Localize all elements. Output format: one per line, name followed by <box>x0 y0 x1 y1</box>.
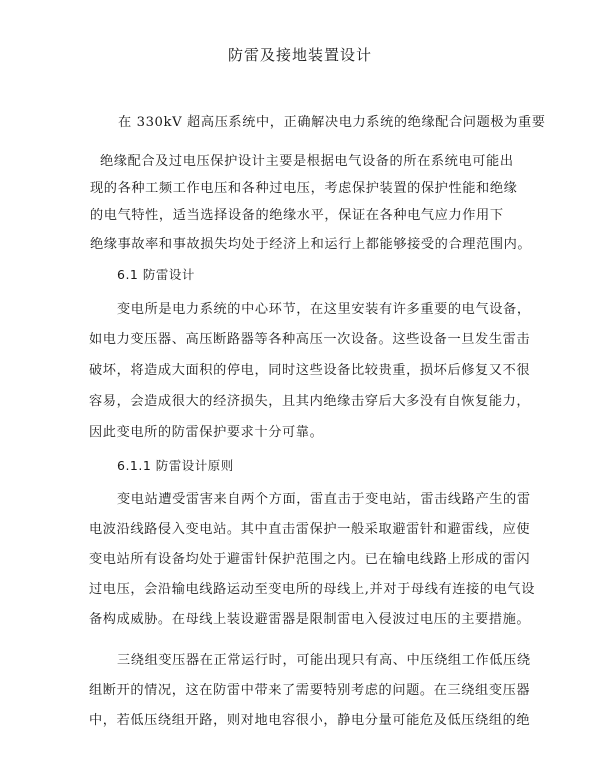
section-6-1-1-p1-line-1: 变电站遭受雷害来自两个方面，雷直击于变电站，雷击线路产生的雷 <box>117 492 531 507</box>
section-heading-6-1: 6.1 防雷设计 <box>117 267 195 282</box>
section-6-1-line-3: 破坏，将造成大面积的停电，同时这些设备比较贵重，损坏后修复又不很 <box>89 363 531 378</box>
intro-line-1: 在 330kV 超高压系统中，正确解决电力系统的绝缘配合问题极为重要 <box>118 115 546 130</box>
section-6-1-1-p1-line-3: 变电站所有设备均处于避雷针保护范围之内。已在输电线路上形成的雷闪 <box>89 552 531 567</box>
section-heading-6-1-1: 6.1.1 防雷设计原则 <box>117 458 234 473</box>
section-6-1-1-p2-line-3: 中，若低压绕组开路，则对地电容很小，静电分量可能危及低压绕组的绝 <box>89 713 531 728</box>
intro-line-2: 绝缘配合及过电压保护设计主要是根据电气设备的所在系统电可能出 <box>100 154 514 169</box>
section-6-1-1-p1-line-4: 过电压，会沿输电线路运动至变电所的母线上,并对于母线有连接的电气设 <box>89 582 535 597</box>
section-6-1-line-4: 容易，会造成很大的经济损失，且其内绝缘击穿后大多没有自恢复能力， <box>89 394 531 409</box>
intro-line-5: 绝缘事故率和事故损失均处于经济上和运行上都能够接受的合理范围内。 <box>90 237 532 252</box>
page-title: 防雷及接地装置设计 <box>227 46 372 64</box>
section-6-1-line-1: 变电所是电力系统的中心环节，在这里安装有许多重要的电气设备， <box>117 302 531 317</box>
section-6-1-1-p1-line-5: 备构成威胁。在母线上装设避雷器是限制雷电入侵波过电压的主要措施。 <box>89 612 531 627</box>
section-6-1-1-p2-line-1: 三绕组变压器在正常运行时，可能出现只有高、中压绕组工作低压绕 <box>117 653 531 668</box>
section-6-1-line-2: 如电力变压器、高压断路器等各种高压一次设备。这些设备一旦发生雷击 <box>89 332 531 347</box>
intro-line-4: 的电气特性，适当选择设备的绝缘水平，保证在各种电气应力作用下 <box>90 208 504 223</box>
section-6-1-1-p1-line-2: 电波沿线路侵入变电站。其中直击雷保护一般采取避雷针和避雷线，应使 <box>89 522 531 537</box>
section-6-1-1-p2-line-2: 组断开的情况，这在防雷中带来了需要特别考虑的问题。在三绕组变压器 <box>89 683 531 698</box>
section-6-1-line-5: 因此变电所的防雷保护要求十分可靠。 <box>89 425 324 440</box>
intro-line-3: 现的各种工频工作电压和各种过电压，考虑保护装置的保护性能和绝缘 <box>90 181 518 196</box>
